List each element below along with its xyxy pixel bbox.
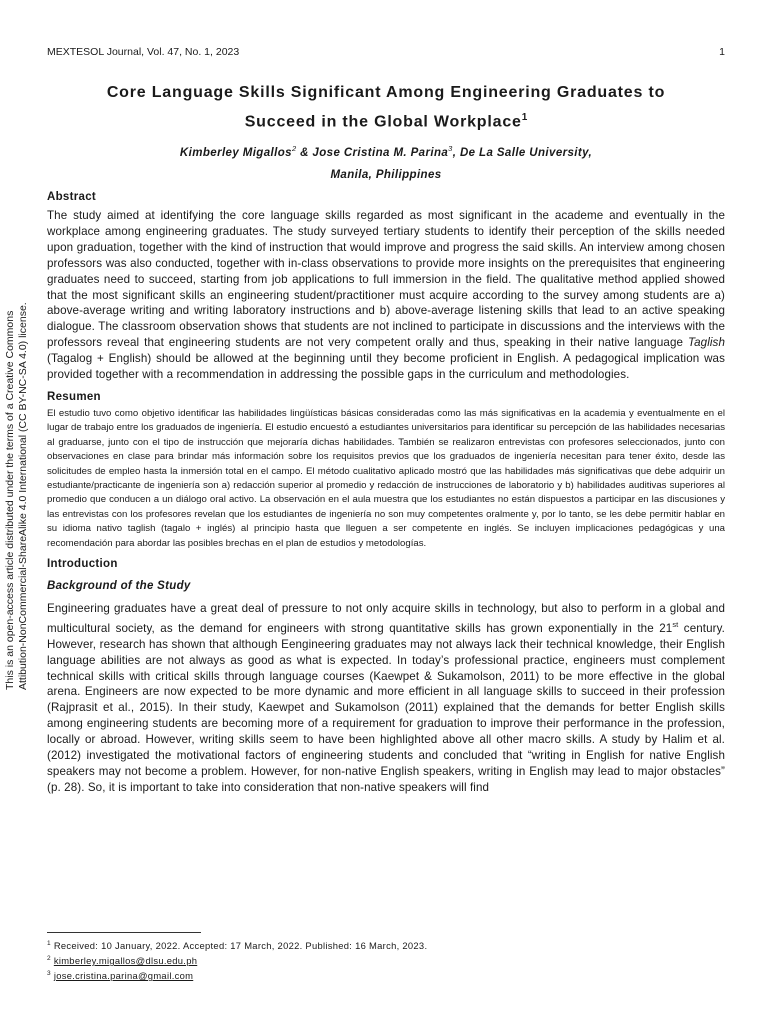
affiliation: , De La Salle University, xyxy=(452,146,593,159)
article-title xyxy=(47,80,725,134)
title-line-1: Core Language Skills Significant Among Engineering Graduates to xyxy=(106,84,666,101)
introduction-text-part-2: century. However, research has shown that although Eengineering graduates may not always lack their technical knowledge, their English language abilities are not always as good as what is expected. In today’s professional practice, engineers must complement technical skills with critical skills through language courses (Kaewpet & Sukamolson, 2011) to be more effective in the global arena. Engineers are now expected to be more dynamic and more efficient in all language skills to succeed in their profession (Rajprasit et al., 2015). In their study, Kaewpet and Sukamolson (2011) explained that the demands for better English skills among engineering students are becoming more of a requirement for graduation to improve their performance in the profession, locally or abroad. However, writing skills seem to have been highlighted above all other macro skills. A study by Halim et al. (2012) investigated the motivational factors of engineering students and concluded that “writing in English for native English speakers may not become a problem. However, for non-native English speakers, writing in English may lead to major obstacles” (p. 28). So, it is important to take into consideration that non-native speakers will find xyxy=(47,621,725,794)
background-subheading: Background of the Study xyxy=(47,580,191,593)
footnote-2 xyxy=(47,952,725,967)
footnote-1-text: Received: 10 January, 2022. Accepted: 17 March, 2022. Published: 16 March, 2023. xyxy=(53,940,428,952)
footnote-3-mark: 3 xyxy=(47,970,51,978)
introduction-heading: Introduction xyxy=(47,558,118,571)
email-link-1[interactable]: kimberley.migallos@dlsu.edu.ph xyxy=(53,955,198,967)
abstract-text-part-2: (Tagalog + English) should be allowed at the beginning until they become proficient in English. A pedagogical implication was provided together with a recommendation in addressing the possible gaps in the curriculum and methodologies. xyxy=(47,352,725,382)
footnote-2-mark: 2 xyxy=(47,955,51,963)
footnote-3 xyxy=(47,967,725,982)
abstract-term: Taglish xyxy=(687,336,725,350)
running-head xyxy=(47,46,725,58)
author-line xyxy=(47,138,725,164)
author-1-note: 2 xyxy=(291,144,297,153)
footnote-1-mark: 1 xyxy=(47,940,51,947)
author-2-note: 3 xyxy=(448,144,453,153)
author-connector: & xyxy=(296,146,313,159)
location: Manila, Philippines xyxy=(330,168,442,181)
resumen-heading: Resumen xyxy=(47,390,101,403)
footnote-1 xyxy=(47,937,725,952)
title-footnote-mark: 1 xyxy=(521,112,528,123)
title-line-2-text: Succeed in the Global Workplace xyxy=(244,113,522,131)
page-number: 1 xyxy=(719,46,725,58)
abstract-heading: Abstract xyxy=(47,191,97,203)
abstract-text xyxy=(47,208,725,383)
license-notice xyxy=(4,260,30,690)
license-line-2: Attibution-NonCommercial-ShareAlike 4.0 International (CC BY-NC-SA 4.0) license. xyxy=(17,302,29,690)
title-line-2 xyxy=(47,105,725,134)
ordinal-suffix: st xyxy=(672,619,679,629)
author-2: Jose Cristina M. Parina xyxy=(312,146,449,159)
email-link-2[interactable]: jose.cristina.parina@gmail.com xyxy=(53,970,194,982)
license-line-1: This is an open-access article distributed under the terms of a Creative Commons xyxy=(4,310,16,690)
abstract-text-part-1: The study aimed at identifying the core language skills regarded as most significant in the academe and eventually in the workplace among engineering graduates. The study surveyed tertiary students to identify their perception of the skills needed upon graduation, together with the kind of instruction that would improve and progress the said skills. An interview among chosen professors was also conducted, together with in-class observations to provide more insights on the prerequisites that engineering graduates need to succeed, starting from job applications to full immersion in the field. The qualitative method applied showed that the most significant skills an engineering student/practitioner must acquire according to the survey among students are a) above-average writing and writing laboratory instructions and b) above-average listening skills that lead to an active speaking dialogue. The classroom observation shows that students are not inclined to participate in discussions and the interviews with the professors reveal that engineering students are not very competent orally and thus, speaking in their native language xyxy=(47,209,725,350)
resumen-text: El estudio tuvo como objetivo identificar las habilidades lingüísticas básicas consideradas como las más significativas en la academia y eventualmente en el lugar de trabajo entre los graduados de ingeniería. El estudio encuestó a estudiantes universitarios para identificar su percepción de las habilidades necesarias al graduarse, junto con el tipo de instrucción que mejoraría dichas habilidades. También se realizaron entrevistas con profesores seleccionados, junto con observaciones en clase para brindar más información sobre los requisitos previos que los graduados de ingeniería necesitan para tener éxito, desde las solicitudes de empleo hasta la inmersión total en el campo. El método cualitativo aplicado mostró que las habilidades más significativas que debe adquirir un estudiante/practicante de ingeniería son a) redacción superior al promedio y redacción de instrucciones de laboratorio y b) habilidades auditivas superiores al promedio que conducen a un diálogo oral activo. La observación en el aula muestra que los estudiantes no están dispuestos a participar en las discusiones y las entrevistas con los profesores revelan que los estudiantes de ingeniería no son muy competentes oralmente y, por lo tanto, se les debe permitir hablar en su idioma nativo taglish (tagalo + inglés) al principio hasta que lleguen a ser competente en inglés. Se incluyen implicaciones pedagógicas y una recomendación para abordar las posibles brechas en el plan de estudios y metodologías. xyxy=(47,407,725,549)
author-1: Kimberley Migallos xyxy=(179,146,292,159)
introduction-text-part-1: Engineering graduates have a great deal of pressure to not only acquire skills in technology, but also to perform in a global and multicultural society, as the demand for engineers with strong quantitative skills has grown exponentially in the 21 xyxy=(47,602,725,635)
footnotes xyxy=(47,937,725,982)
introduction-text xyxy=(47,601,725,796)
article-content xyxy=(47,189,725,796)
author-block xyxy=(47,138,725,186)
footnote-divider xyxy=(47,932,201,933)
journal-citation: MEXTESOL Journal, Vol. 47, No. 1, 2023 xyxy=(47,46,240,58)
